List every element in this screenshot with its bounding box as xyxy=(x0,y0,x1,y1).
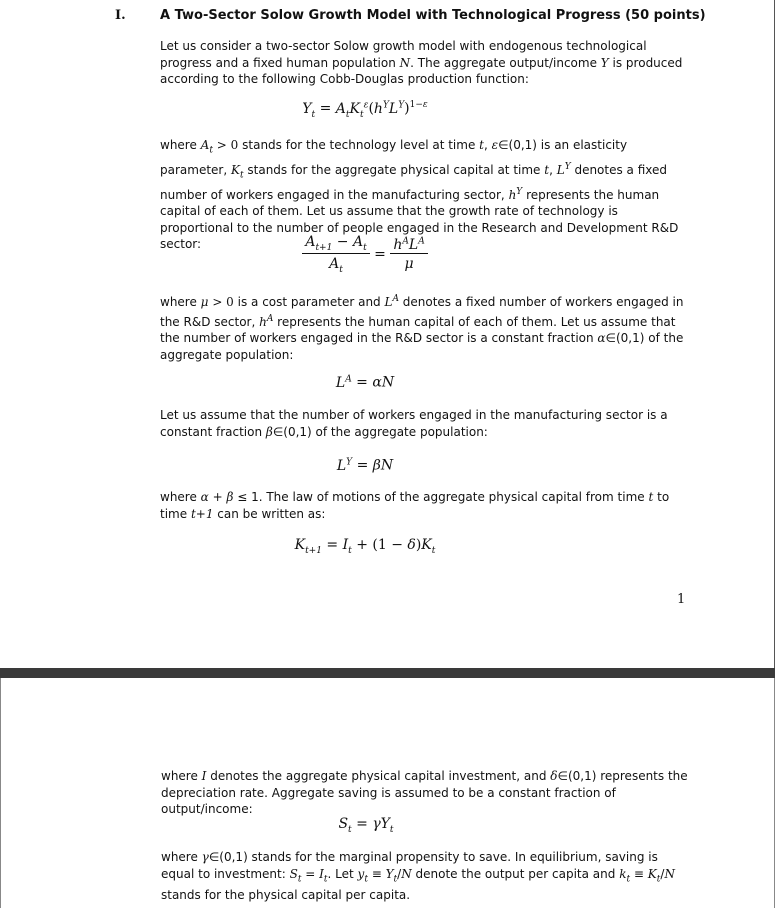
saving-equation: $S_t = \gamma Y_t$ xyxy=(338,816,394,835)
page-2 xyxy=(0,678,775,908)
production-function-equation: $Y_t = A_tK_t^\varepsilon(h^YL^Y)^{1-\varepsilon}$ xyxy=(302,100,428,120)
technology-growth-equation: $\frac{A_{t+1} - A_t}{A_t}$ = $\frac{h^AL^A}{\mu}$ xyxy=(160,234,570,275)
equilibrium-paragraph: where γ∈(0,1) stands for the marginal propensity to save. In equilibrium, saving is equal to investment: $S_t = I_t$. Let $y_t \equiv Y_t/N$ denote the output per capita and $k_t \equiv K_t/N$ stands for the physical capital per capita. xyxy=(161,850,675,903)
investment-paragraph: where I denotes the aggregate physical capital investment, and δ∈(0,1) represents the depreciation rate. Aggregate saving is assumed to be a constant fraction of output/income: xyxy=(161,769,688,816)
page-separator xyxy=(0,668,775,678)
section-title: A Two-Sector Solow Growth Model with Technological Progress (50 points) xyxy=(160,8,706,23)
rd-paragraph: where μ > 0 is a cost parameter and $L^A$ denotes a fixed number of workers engaged in the R&D sector, $h^A$ represents the human capital of each of them. Let us assume that the number of workers engaged in the R&D sector is a constant fraction α∈(0,1) of the aggregate population: xyxy=(160,294,684,362)
page-number: 1 xyxy=(677,592,686,607)
capital-motion-paragraph: where α + β ≤ 1. The law of motions of the aggregate physical capital from time t to time t+1 can be written as: xyxy=(160,490,670,521)
intro-paragraph: Let us consider a two-sector Solow growth model with endogenous technological progress and a fixed human population N. The aggregate output/income Y is produced according to the following Cobb-Douglas production function: xyxy=(160,39,683,86)
rd-labor-equation: $L^A = \alpha N$ xyxy=(335,374,395,391)
technology-paragraph: where $A_t > 0$ stands for the technology level at time t, ε∈(0,1) is an elasticity parameter, $K_t$ stands for the aggregate physical capital at time t, $L^Y$ denotes a fixed number of workers engaged in the manufacturing sector, $h^Y$ represents the human capital of each of them. Let us assume that the growth rate of technology is proportional to the number of people engaged in the Research and Development R&D sector: xyxy=(160,138,679,252)
manufacturing-labor-equation: $L^Y = \beta N$ xyxy=(336,457,394,474)
section-numeral: I. xyxy=(115,8,126,23)
capital-motion-equation: $K_{t+1} = I_t + (1 - \delta)K_t$ xyxy=(294,537,436,556)
manufacturing-paragraph: Let us assume that the number of workers engaged in the manufacturing sector is a constant fraction β∈(0,1) of the aggregate population: xyxy=(160,408,668,439)
